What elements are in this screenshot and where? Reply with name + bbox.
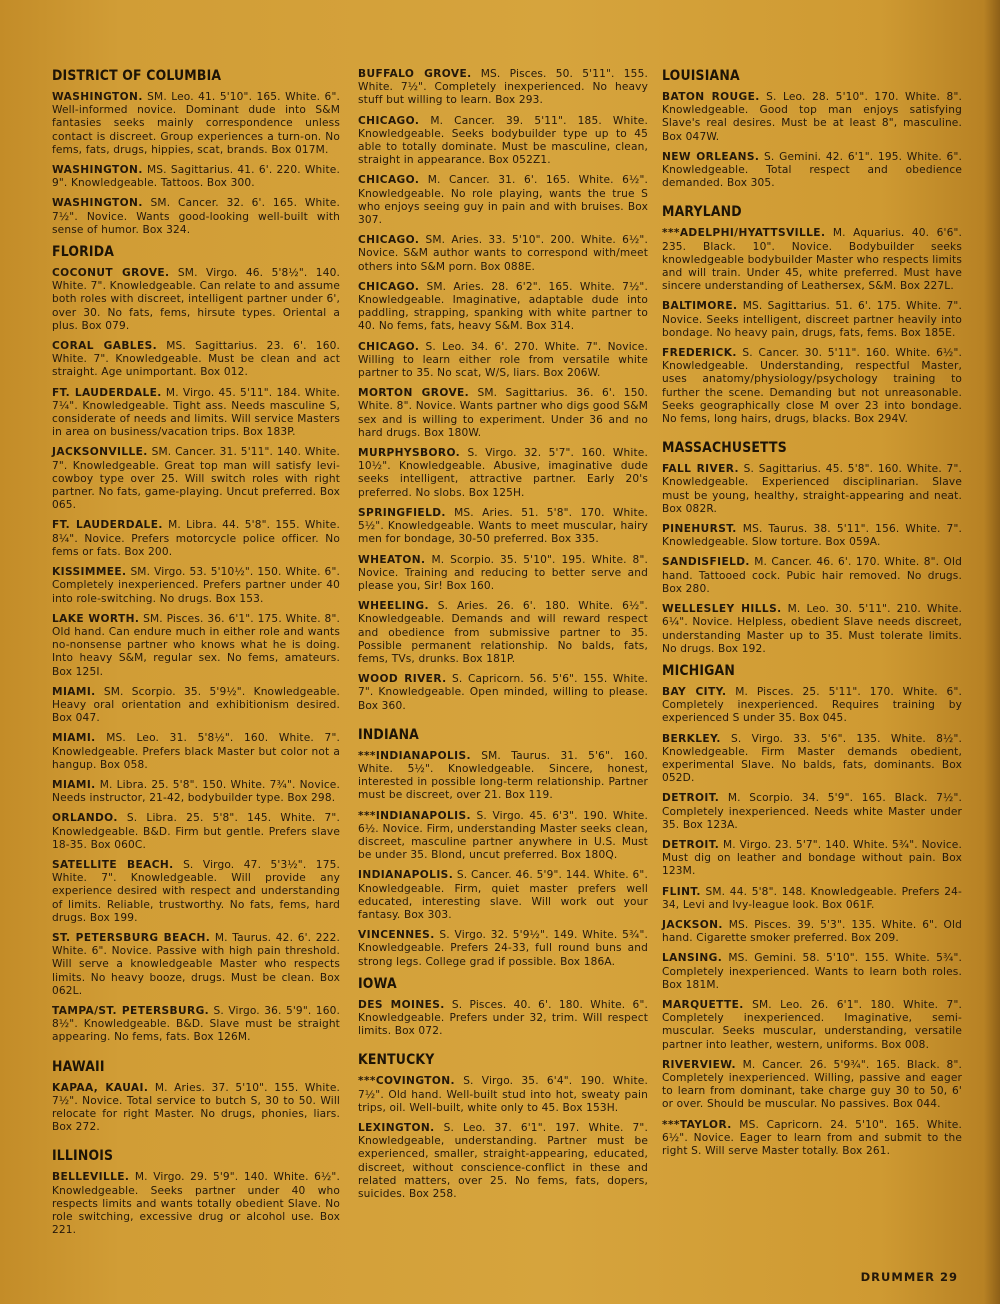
state-section (358, 727, 648, 969)
ad-text: S. Cancer. 46. 5'9". 144. White. 6". Knowledgeable. Firm, quiet master prefers well educated, interesting slave. Will work out your fantasy. Box 303. (358, 869, 648, 921)
classified-ad (358, 115, 648, 168)
ad-location: ***COVINGTON. (358, 1075, 455, 1088)
column-3 (662, 68, 962, 1165)
state-section (662, 204, 962, 426)
ad-text: M. Leo. 30. 5'11". 210. White. 6¼". Novice. Helpless, obedient Slave needs discreet, understanding Master up to 35. Must tolerate limits. No drugs. Box 192. (662, 603, 962, 655)
ad-location: MIAMI. (52, 685, 96, 698)
state-section (662, 663, 962, 1158)
classified-ad (358, 554, 648, 594)
ad-location: JACKSONVILLE. (52, 446, 148, 459)
ad-text: SM. Cancer. 32. 6'. 165. White. 7½". Novice. Wants good-looking well-built with sense of humor. Box 324. (52, 197, 340, 236)
ad-location: SATELLITE BEACH. (52, 858, 174, 871)
classified-ad (52, 164, 340, 190)
ad-text: MS. Pisces. 39. 5'3". 135. White. 6". Old hand. Cigarette smoker preferred. Box 209. (662, 918, 962, 945)
ad-text: S. Virgo. 47. 5'3½". 175. White. 7". Knowledgeable. Will provide any experience desired with respect and understanding of limits. Reliable, trustworthy. No fats, fems, hard drugs. Box 199. (52, 858, 340, 924)
ad-text: SM. Virgo. 46. 5'8½". 140. White. 7". Knowledgeable. Can relate to and assume both roles with discreet, intelligent partner under 6', over 30. No fats, fems, hirsute types. Oriental a plus. Box 079. (52, 267, 340, 332)
classified-ad (52, 446, 340, 512)
state-heading: KENTUCKY (358, 1052, 435, 1069)
ad-text: MS. Sagittarius. 23. 6'. 160. White. 7". Knowledgeable. Must be clean and act straight. Age unimportant. Box 012. (52, 340, 340, 379)
ad-location: LEXINGTON. (358, 1122, 435, 1134)
classified-ad (662, 300, 962, 340)
classified-ad (662, 91, 962, 144)
column-1 (52, 68, 340, 1244)
ad-text: MS. Pisces. 50. 5'11". 155. White. 7½". Completely inexperienced. No heavy stuff but willing to learn. Box 293. (358, 68, 648, 107)
state-section (52, 1059, 340, 1135)
ad-location: MIAMI. (52, 732, 96, 745)
ad-location: DETROIT. (662, 792, 720, 805)
ad-text: SM. Leo. 41. 5'10". 165. White. 6". Well-informed novice. Dominant dude into S&M fantasies seeks mainly correspondence unless contact is discreet. Group experiences a turn-on. No fems, fats, drugs, hippies, scat, brands. Box 017M. (52, 91, 340, 156)
ad-location: NEW ORLEANS. (662, 150, 760, 163)
page-gutter-shadow (984, 0, 1000, 1304)
ad-text: M. Pisces. 25. 5'11". 170. White. 6". Completely inexperienced. Requires training by experienced S under 35. Box 045. (662, 685, 962, 725)
ad-text: MS. Taurus. 38. 5'11". 156. White. 7". Knowledgeable. Slow torture. Box 059A. (662, 523, 962, 549)
state-heading: DISTRICT OF COLUMBIA (52, 68, 222, 84)
state-section (52, 1148, 340, 1237)
classified-ad (662, 999, 962, 1052)
ad-text: S. Gemini. 42. 6'1". 195. White. 6". Knowledgeable. Total respect and obedience demanded. Box 305. (662, 150, 962, 190)
ad-text: M. Taurus. 42. 6'. 222. White. 6". Novice. Passive with high pain threshold. Will serve a knowledgeable Master who respects limits. No heavy booze, drugs. Must be clean. Box 062L. (52, 931, 340, 997)
ad-text: SM. Sagittarius. 36. 6'. 150. White. 8". Novice. Wants partner who digs good S&M sex and is willing to experiment. Under 36 and no hard drugs. Box 180W. (358, 387, 648, 439)
classified-ad (52, 613, 340, 679)
ad-text: M. Cancer. 39. 5'11". 185. White. Knowledgeable. Seeks bodybuilder type up to 45 able to totally dominate. Must be masculine, clean, straight in appearance. Box 052Z1. (358, 114, 648, 167)
ad-location: LANSING. (662, 952, 723, 965)
ad-text: S. Leo. 34. 6'. 270. White. 7". Novice. Willing to learn either role from versatile white partner to 35. No scat, W/S, liars. Box 206W. (358, 340, 648, 380)
ad-text: SM. 44. 5'8". 148. Knowledgeable. Prefers 24-34, Levi and Ivy-league look. Box 061F. (662, 885, 962, 911)
ad-location: FT. LAUDERDALE. (52, 386, 162, 399)
ad-text: S. Virgo. 32. 5'7". 160. White. 10½". Knowledgeable. Abusive, imaginative dude seeks intelligent, attractive partner. Early 20's preferred. No slobs. Box 125H. (358, 447, 648, 499)
ad-location: KISSIMMEE. (52, 566, 127, 579)
ad-text: M. Aries. 37. 5'10". 155. White. 7½". Novice. Total service to butch S, 30 to 50. Will relocate for right Master. No drugs, phonies, liars. Box 272. (52, 1081, 340, 1134)
state-heading: LOUISIANA (662, 68, 740, 84)
ad-text: M. Scorpio. 34. 5'9". 165. Black. 7½". Completely inexperienced. Needs white Master under 35. Box 123A. (662, 792, 962, 831)
classified-ad (52, 1005, 340, 1045)
ad-location: BELLEVILLE. (52, 1171, 130, 1184)
classified-ad (52, 91, 340, 157)
classified-ad (358, 281, 648, 334)
classified-ad (662, 523, 962, 549)
ad-text: M. Scorpio. 35. 5'10". 195. White. 8". Novice. Training and reducing to better serve and please you, Sir! Box 160. (358, 553, 648, 592)
ad-text: SM. Aries. 28. 6'2". 165. White. 7½". Knowledgeable. Imaginative, adaptable dude into paddling, strapping, spanking with white partner to 40. No fems, fats, heavy S&M. Box 314. (358, 280, 648, 333)
ad-location: SPRINGFIELD. (358, 506, 446, 519)
classified-ad (358, 810, 648, 863)
state-heading: MARYLAND (662, 204, 742, 221)
classified-ad (52, 566, 340, 606)
ad-text: S. Aries. 26. 6'. 180. White. 6½". Knowledgeable. Demands and will reward respect and obedience from submissive partner to 35. Possible permanent relationship. No balds, fats, fems, TVs, drunks. Box 181P. (358, 600, 648, 665)
ad-location: WHEATON. (358, 553, 426, 566)
ad-text: S. Libra. 25. 5'8". 145. White. 7". Knowledgeable. B&D. Firm but gentle. Prefers slave 18-35. Box 060C. (52, 812, 340, 851)
classified-ad (52, 859, 340, 925)
state-section (358, 1052, 648, 1201)
classified-ad (358, 447, 648, 500)
classified-ad (358, 234, 648, 274)
ad-location: VINCENNES. (358, 929, 435, 942)
classified-ad (52, 197, 340, 237)
classified-ad (662, 919, 962, 945)
ad-location: KAPAA, KAUAI. (52, 1081, 149, 1094)
ad-text: MS. Aries. 51. 5'8". 170. White. 5½". Knowledgeable. Wants to meet muscular, hairy men for bondage, 30-50 preferred. Box 335. (358, 506, 648, 546)
classified-ad (358, 341, 648, 381)
ad-text: M. Virgo. 29. 5'9". 140. White. 6½". Knowledgeable. Seeks partner under 40 who respects limits and wants totally obedient Slave. No role switching, excessive drug or alcohol use. Box 221. (52, 1171, 340, 1237)
classified-ad (662, 792, 962, 832)
classified-ad (52, 812, 340, 852)
ad-text: SM. Pisces. 36. 6'1". 175. White. 8". Old hand. Can endure much in either role and wants no-nonsense partner who knows what he is doing. Into heavy S&M, regular sex. No fems, amateurs. Box 125I. (52, 612, 340, 678)
classified-ad (662, 952, 962, 992)
ad-location: BAY CITY. (662, 685, 727, 698)
classified-ad (358, 507, 648, 547)
ad-location: RIVERVIEW. (662, 1058, 736, 1071)
classified-ad (662, 463, 962, 516)
ad-text: M. Cancer. 31. 6'. 165. White. 6½". Knowledgeable. No role playing, wants the true S who enjoys seeing guy in pain and with bruises. Box 307. (358, 174, 648, 227)
state-heading: INDIANA (358, 726, 420, 743)
classified-ad (662, 227, 962, 293)
state-heading: FLORIDA (52, 244, 115, 261)
classified-ad (52, 732, 340, 772)
classified-ad (662, 151, 962, 191)
classified-ad (52, 519, 340, 559)
classified-ad (358, 1075, 648, 1115)
ad-location: BATON ROUGE. (662, 91, 760, 103)
ad-text: M. Virgo. 45. 5'11". 184. White. 7¼". Knowledgeable. Tight ass. Needs masculine S, considerate of needs and limits. Will service Masters in area on business/vacation trips. Box 183P. (52, 386, 341, 439)
state-section (52, 244, 340, 1045)
classified-ad (358, 750, 648, 803)
ad-location: FT. LAUDERDALE. (52, 519, 163, 532)
classified-ad (662, 347, 962, 426)
classified-ad (662, 1059, 962, 1112)
ad-location: SANDISFIELD. (662, 556, 750, 569)
ad-text: S. Virgo. 33. 5'6". 135. White. 8½". Knowledgeable. Firm Master demands obedient, experimental Slave. No balds, fats, dominants. Box 052D. (662, 732, 962, 785)
ad-location: FLINT. (662, 885, 701, 898)
ad-location: TAMPA/ST. PETERSBURG. (52, 1004, 210, 1017)
classified-ad (52, 340, 340, 380)
ad-text: SM. Leo. 26. 6'1". 180. White. 7". Completely inexperienced. Imaginative, semi-muscular. Seeks muscular, understanding, versatile partner into leather, western, uniforms. Box 008. (662, 998, 962, 1051)
ad-text: MS. Sagittarius. 51. 6'. 175. White. 7". Novice. Seeks intelligent, discreet partner heavily into bondage. No heavy pain, drugs, fats, fems. Box 185E. (662, 300, 962, 339)
classified-ad (662, 686, 962, 726)
classified-ad (662, 603, 962, 656)
ad-location: MORTON GROVE. (358, 387, 470, 400)
ad-text: M. Virgo. 23. 5'7". 140. White. 5¾". Novice. Must dig on leather and bondage without pain. Box 123M. (662, 838, 962, 878)
ad-location: MURPHYSBORO. (358, 447, 461, 460)
state-heading: HAWAII (52, 1058, 105, 1075)
page-footer: DRUMMER 29 (860, 1270, 958, 1284)
classified-ad (358, 600, 648, 666)
ad-location: DETROIT. (662, 838, 720, 851)
ad-location: CHICAGO. (358, 280, 420, 293)
ad-location: WASHINGTON. (52, 197, 143, 210)
ad-text: S. Pisces. 40. 6'. 180. White. 6". Knowledgeable. Prefers under 32, trim. Will respect limits. Box 072. (358, 998, 648, 1038)
ad-location: WOOD RIVER. (358, 673, 447, 686)
classified-ad (52, 932, 340, 998)
ad-location: CHICAGO. (358, 114, 420, 127)
ad-text: SM. Taurus. 31. 5'6". 160. White. 5½". Knowledgeable. Sincere, honest, interested in possible long-term relationship. Partner must be discreet, over 21. Box 119. (358, 749, 648, 802)
classified-ad (358, 929, 648, 969)
ad-location: LAKE WORTH. (52, 612, 140, 625)
ad-location: WELLESLEY HILLS. (662, 603, 782, 616)
classified-ad (52, 267, 340, 333)
ad-location: INDIANAPOLIS. (358, 869, 454, 882)
ad-location: JACKSON. (662, 918, 723, 931)
classified-ad (662, 733, 962, 786)
ad-location: COCONUT GROVE. (52, 267, 170, 280)
ad-text: M. Aquarius. 40. 6'6". 235. Black. 10". Novice. Bodybuilder seeks knowledgeable bodybuilder Master who respects limits and will train. Under 45, white preferred. Must have sincere understanding of Leathersex, S&M. Box 227L. (662, 227, 962, 293)
ad-text: S. Leo. 28. 5'10". 170. White. 8". Knowledgeable. Good top man enjoys satisfying Slave's real desires. Must be at least 8", masculine. Box 047W. (662, 91, 962, 143)
ad-text: MS. Sagittarius. 41. 6'. 220. White. 9". Knowledgeable. Tattoos. Box 300. (52, 164, 340, 190)
state-section (358, 68, 648, 713)
ad-location: FREDERICK. (662, 347, 737, 360)
classified-ad (52, 779, 340, 805)
ad-text: SM. Virgo. 53. 5'10½". 150. White. 6". Completely inexperienced. Prefers partner under 40 into role-switching. No drugs. Box 153. (52, 566, 340, 605)
ad-text: S. Leo. 37. 6'1". 197. White. 7". Knowledgeable, understanding. Partner must be experienced, smaller, straight-appearing, educated, discreet, without conscience-conflict in these and related matters, over 25. No fems, fats, dopers, suicides. Box 258. (358, 1122, 648, 1201)
classified-ad (52, 686, 340, 726)
state-section (662, 440, 962, 656)
classified-ad (358, 673, 648, 713)
ad-text: SM. Cancer. 31. 5'11". 140. White. 7". Knowledgeable. Great top man will satisfy levi-cowboy type over 25. Will switch roles with right partner. No fats, game-playing. Uncut preferred. Box 065. (52, 446, 340, 512)
ad-location: ST. PETERSBURG BEACH. (52, 931, 211, 944)
ad-text: M. Cancer. 46. 6'. 170. White. 8". Old hand. Tattooed cock. Pubic hair removed. No drugs. Box 280. (662, 556, 962, 595)
ad-text: S. Virgo. 32. 5'9½". 149. White. 5¾". Knowledgeable. Prefers 24-33, full round buns and strong legs. College grad if possible. Box 186A. (358, 929, 648, 968)
ad-location: FALL RIVER. (662, 463, 739, 476)
classified-ad (662, 839, 962, 879)
state-heading: MICHIGAN (662, 662, 735, 679)
ad-location: CHICAGO. (358, 234, 420, 247)
ad-location: MIAMI. (52, 778, 96, 791)
state-section (358, 976, 648, 1039)
ad-text: S. Sagittarius. 45. 5'8". 160. White. 7". Knowledgeable. Experienced disciplinarian. Slave must be young, healthy, straight-appearing and neat. Box 082R. (662, 463, 962, 515)
state-heading: IOWA (358, 975, 397, 992)
ad-location: WHEELING. (358, 600, 429, 613)
classified-ad (358, 999, 648, 1039)
classified-ad (662, 556, 962, 596)
classified-ad (52, 1171, 340, 1237)
ad-location: BUFFALO GROVE. (358, 68, 472, 80)
ad-text: SM. Scorpio. 35. 5'9½". Knowledgeable. Heavy oral orientation and exhibitionism desired. Box 047. (52, 685, 340, 725)
ad-location: CHICAGO. (358, 174, 420, 187)
ad-location: DES MOINES. (358, 998, 445, 1011)
ad-text: S. Virgo. 45. 6'3". 190. White. 6½. Novice. Firm, understanding Master seeks clean, discreet, masculine partner anywhere in U.S. Must be under 35. Blond, uncut preferred. Box 180Q. (358, 809, 648, 862)
classified-ad (358, 68, 648, 108)
ad-location: ***INDIANAPOLIS. (358, 749, 471, 762)
ad-location: CHICAGO. (358, 340, 420, 353)
classified-ad (358, 869, 648, 922)
ad-text: MS. Leo. 31. 5'8½". 160. White. 7". Knowledgeable. Prefers black Master but color not a hangup. Box 058. (52, 732, 340, 771)
ad-location: WASHINGTON. (52, 164, 143, 177)
classified-ad (358, 174, 648, 227)
state-heading: MASSACHUSETTS (662, 440, 787, 457)
ad-location: BERKLEY. (662, 732, 721, 745)
state-section (662, 68, 962, 190)
ad-location: MARQUETTE. (662, 998, 744, 1011)
ad-text: S. Virgo. 36. 5'9". 160. 8½". Knowledgeable. B&D. Slave must be straight appearing. No fems, fats. Box 126M. (52, 1004, 340, 1044)
ad-location: WASHINGTON. (52, 91, 143, 103)
ad-location: PINEHURST. (662, 523, 737, 536)
ad-text: S. Virgo. 35. 6'4". 190. White. 7½". Old hand. Well-built stud into hot, sweaty pain trips, oil. Well-built, white only to 45. Box 153H. (358, 1075, 648, 1114)
ad-text: S. Cancer. 30. 5'11". 160. White. 6½". Knowledgeable. Understanding, respectful Master, uses anatomy/physiology/psychology training to further the scene. Demanding but not unreasonable. Seeks geographically close M over 23 into bondage. No fems, long hairs, drugs, blacks. Box 294V. (662, 347, 962, 426)
ad-location: CORAL GABLES. (52, 340, 158, 353)
ad-text: SM. Aries. 33. 5'10". 200. White. 6½". Novice. S&M author wants to correspond with/meet others into S&M porn. Box 088E. (358, 234, 648, 273)
ad-text: S. Capricorn. 56. 5'6". 155. White. 7". Knowledgeable. Open minded, willing to please. Box 360. (358, 673, 648, 712)
classified-ad (662, 1119, 962, 1159)
ad-location: ***TAYLOR. (662, 1118, 732, 1131)
classified-ad (358, 1122, 648, 1201)
ad-text: MS. Gemini. 58. 5'10". 155. White. 5¾". Completely inexperienced. Wants to learn both roles. Box 181M. (662, 952, 962, 991)
ad-text: M. Libra. 44. 5'8". 155. White. 8¼". Novice. Prefers motorcycle police officer. No fems or fats. Box 200. (52, 519, 340, 558)
state-section (52, 68, 340, 237)
ad-text: M. Cancer. 26. 5'9¾". 165. Black. 8". Completely inexperienced. Willing, passive and eager to learn from dominant, take charge guy 30 to 50, 6' or over. Should be muscular. No passives. Box 044. (662, 1058, 962, 1111)
classified-ad (52, 387, 340, 440)
classified-ad (662, 886, 962, 912)
ad-text: MS. Capricorn. 24. 5'10". 165. White. 6½". Novice. Eager to learn from and submit to the right S. Will serve Master totally. Box 261. (662, 1118, 962, 1157)
ad-location: ORLANDO. (52, 812, 118, 825)
classified-ad (52, 1082, 340, 1135)
classified-ad (358, 387, 648, 440)
ad-location: BALTIMORE. (662, 300, 738, 313)
ad-location: ***INDIANAPOLIS. (358, 809, 471, 822)
ad-text: M. Libra. 25. 5'8". 150. White. 7¾". Novice. Needs instructor, 21-42, bodybuilder type. Box 298. (52, 778, 340, 805)
ad-location: ***ADELPHI/HYATTSVILLE. (662, 227, 826, 240)
column-2 (358, 68, 648, 1208)
state-heading: ILLINOIS (52, 1148, 114, 1165)
